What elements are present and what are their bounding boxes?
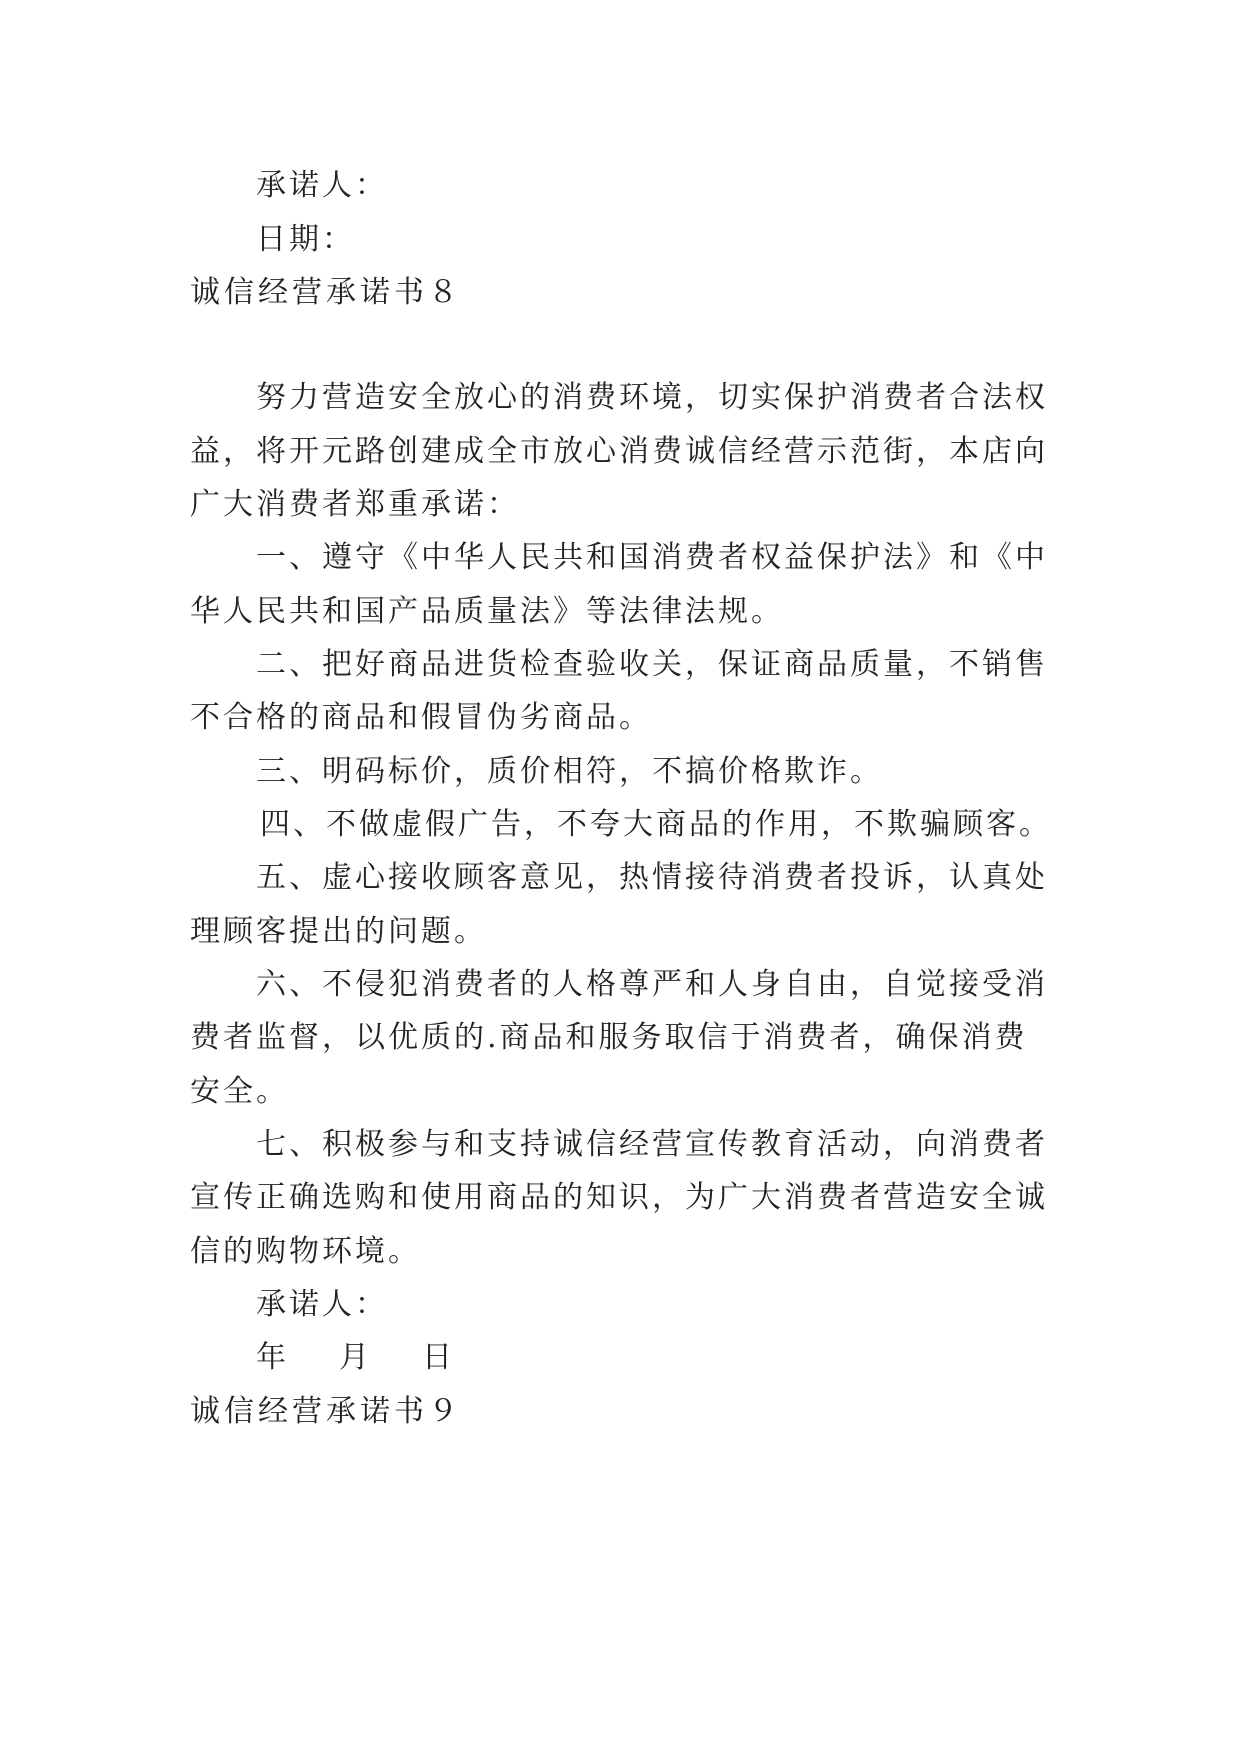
item-seven-line-2: 宣传正确选购和使用商品的知识，为广大消费者营造安全诚 (190, 1180, 1048, 1215)
item-four-line-1: 四、不做虚假广告，不夸大商品的作用，不欺骗顾客。 (260, 807, 1052, 842)
signature-date-row (256, 1338, 455, 1378)
month-label: 月 (339, 1340, 372, 1375)
item-seven-line-1: 七、积极参与和支持诚信经营宣传教育活动，向消费者 (256, 1127, 1048, 1162)
heading-commitment-9: 诚信经营承诺书９ (190, 1394, 462, 1429)
intro-line-2: 益，将开元路创建成全市放心消费诚信经营示范街，本店向 (190, 434, 1048, 469)
date-label-top: 日期： (256, 222, 355, 257)
item-five-line-1: 五、虚心接收顾客意见，热情接待消费者投诉，认真处 (256, 860, 1048, 895)
promiser-label-bottom: 承诺人： (256, 1287, 388, 1322)
promiser-label-top: 承诺人： (256, 168, 388, 203)
year-label: 年 (256, 1340, 289, 1375)
item-six-line-2: 费者监督，以优质的.商品和服务取信于消费者，确保消费 (190, 1020, 1028, 1055)
item-one-line-2: 华人民共和国产品质量法》等法律法规。 (190, 594, 784, 629)
item-five-line-2: 理顾客提出的问题。 (190, 914, 487, 949)
item-six-line-3: 安全。 (190, 1074, 289, 1109)
heading-commitment-8: 诚信经营承诺书８ (190, 275, 462, 310)
intro-line-3: 广大消费者郑重承诺： (190, 487, 520, 522)
item-one-line-1: 一、遵守《中华人民共和国消费者权益保护法》和《中 (256, 540, 1048, 575)
item-seven-line-3: 信的购物环境。 (190, 1234, 421, 1269)
intro-line-1: 努力营造安全放心的消费环境，切实保护消费者合法权 (256, 380, 1048, 415)
item-two-line-2: 不合格的商品和假冒伪劣商品。 (190, 700, 652, 735)
item-six-line-1: 六、不侵犯消费者的人格尊严和人身自由，自觉接受消 (256, 967, 1048, 1002)
item-two-line-1: 二、把好商品进货检查验收关，保证商品质量，不销售 (256, 647, 1048, 682)
item-three-line-1: 三、明码标价，质价相符，不搞价格欺诈。 (256, 754, 883, 789)
day-label: 日 (422, 1340, 455, 1375)
